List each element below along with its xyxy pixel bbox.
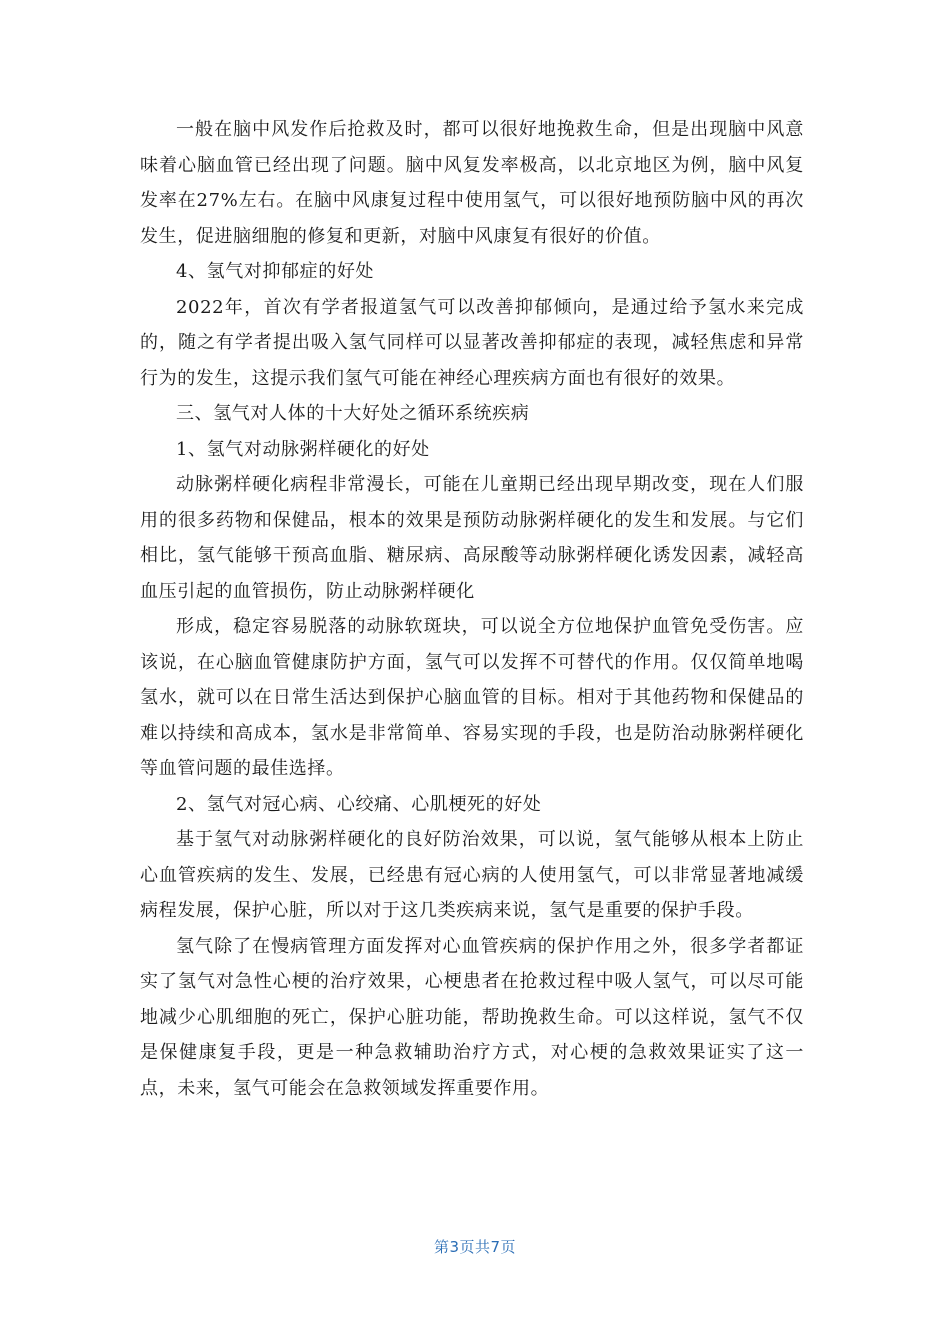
heading-coronary: 2、氢气对冠心病、心绞痛、心肌梗死的好处 — [176, 793, 542, 815]
section-heading-circulatory: 三、氢气对人体的十大好处之循环系统疾病 — [176, 403, 530, 424]
heading-atherosclerosis: 1、氢气对动脉粥样硬化的好处 — [176, 438, 430, 460]
paragraph-depression: 2022年，首次有学者报道氢气可以改善抑郁倾向，是通过给予氢水来完成的，随之有学者提出吸入氢气同样可以显著改善抑郁症的表现，减轻焦虑和异常行为的发生，这提示我们氢气可能在神经心理疾病方面也有很好的效果。 — [140, 296, 804, 389]
page-number-footer: 第3页共7页 — [433, 1238, 517, 1256]
paragraph-atherosclerosis-continued: 形成，稳定容易脱落的动脉软斑块，可以说全方位地保护血管免受伤害。应该说，在心脑血管健康防护方面，氢气可以发挥不可替代的作用。仅仅简单地喝氢水，就可以在日常生活达到保护心脑血管的目标。相对于其他药物和保健品的难以持续和高成本，氢水是非常简单、容易实现的手段，也是防治动脉粥样硬化等血管问题的最佳选择。 — [140, 616, 804, 779]
heading-depression: 4、氢气对抑郁症的好处 — [176, 261, 375, 282]
paragraph-coronary: 基于氢气对动脉粥样硬化的良好防治效果，可以说，氢气能够从根本上防止心血管疾病的发生、发展，已经患有冠心病的人使用氢气，可以非常显著地减缓病程发展，保护心脏，所以对于这几类疾病来说，氢气是重要的保护手段。 — [140, 829, 804, 921]
document-body — [140, 112, 804, 1106]
paragraph-stroke-recovery: 一般在脑中风发作后抢救及时，都可以很好地挽救生命，但是出现脑中风意味着心脑血管已经出现了问题。脑中风复发率极高，以北京地区为例，脑中风复发率在27%左右。在脑中风康复过程中使用氢气，可以很好地预防脑中风的再次发生，促进脑细胞的修复和更新，对脑中风康复有很好的价值。 — [140, 119, 804, 247]
paragraph-atherosclerosis: 动脉粥样硬化病程非常漫长，可能在儿童期已经出现早期改变，现在人们服用的很多药物和保健品，根本的效果是预防动脉粥样硬化的发生和发展。与它们相比，氢气能够干预高血脂、糖尿病、高尿酸等动脉粥样硬化诱发因素，减轻高血压引起的血管损伤，防止动脉粥样硬化 — [140, 474, 804, 602]
paragraph-myocardial-infarction: 氢气除了在慢病管理方面发挥对心血管疾病的保护作用之外，很多学者都证实了氢气对急性心梗的治疗效果，心梗患者在抢救过程中吸人氢气，可以尽可能地减少心肌细胞的死亡，保护心脏功能，帮助挽救生命。可以这样说，氢气不仅是保健康复手段，更是一种急救辅助治疗方式，对心梗的急救效果证实了这一点，未来，氢气可能会在急救领域发挥重要作用。 — [140, 935, 804, 1099]
